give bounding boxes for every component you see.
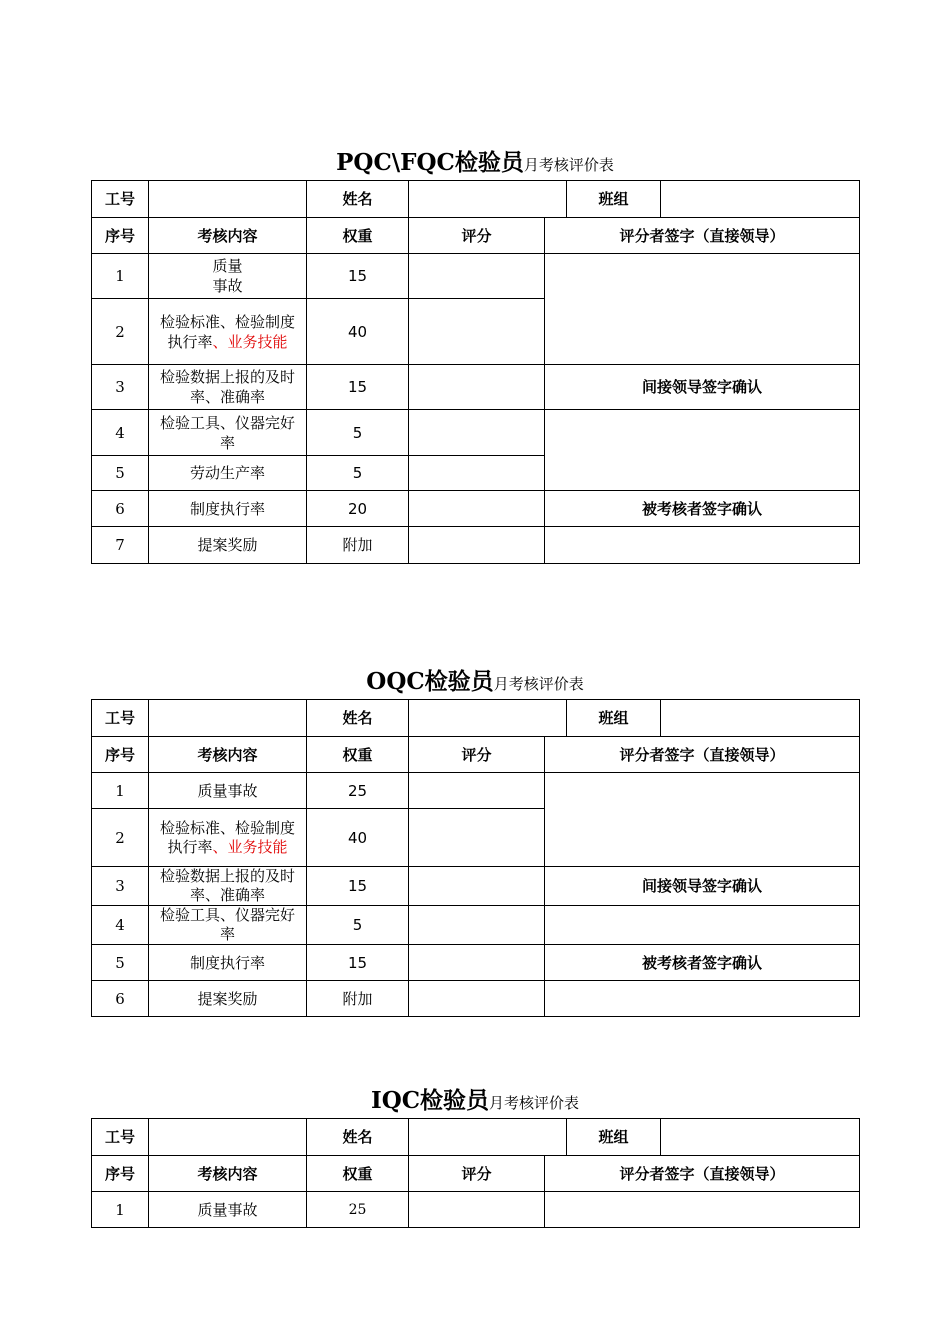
row-weight: 5	[307, 906, 409, 945]
row-content: 质量事故	[149, 773, 307, 809]
col-weight-header: 权重	[307, 1156, 409, 1192]
row-score-field[interactable]	[409, 527, 545, 564]
row-content-text: 检验标准、检验制度执行率	[159, 312, 295, 351]
row-score-field[interactable]	[409, 410, 545, 456]
row-seq: 6	[92, 981, 149, 1017]
row-score-field[interactable]	[409, 981, 545, 1017]
row-seq: 5	[92, 945, 149, 981]
direct-leader-signature-area[interactable]	[545, 254, 860, 365]
row-content-text: 检验工具、仪器完好率	[159, 413, 295, 452]
name-field[interactable]	[409, 181, 567, 218]
team-label: 班组	[567, 700, 661, 737]
col-weight-header: 权重	[307, 737, 409, 773]
row-weight: 40	[307, 809, 409, 867]
col-content-header: 考核内容	[149, 1156, 307, 1192]
form-title-iqc	[0, 1082, 950, 1115]
form-title-main: IQC检验员	[370, 1087, 490, 1114]
row-seq: 1	[92, 773, 149, 809]
team-label: 班组	[567, 181, 661, 218]
form-title-main: OQC检验员	[366, 668, 494, 695]
row-weight: 15	[307, 867, 409, 906]
assessee-confirm-label: 被考核者签字确认	[545, 491, 860, 527]
row-seq: 3	[92, 365, 149, 410]
row-content-text: 检验标准、检验制度执行率	[159, 818, 295, 856]
indirect-leader-confirm-label: 间接领导签字确认	[545, 365, 860, 410]
employee-id-label: 工号	[92, 700, 149, 737]
team-field[interactable]	[661, 700, 860, 737]
row-content: 质量事故	[149, 1192, 307, 1228]
col-score-header: 评分	[409, 737, 545, 773]
employee-id-label: 工号	[92, 181, 149, 218]
row-content-highlight: 、业务技能	[212, 837, 288, 856]
row-score-field[interactable]	[409, 299, 545, 365]
row-score-field[interactable]	[409, 906, 545, 945]
row-seq: 3	[92, 867, 149, 906]
evaluation-table-pqc-fqc	[91, 180, 860, 564]
row-seq: 6	[92, 491, 149, 527]
row-content: 提案奖励	[149, 527, 307, 564]
team-field[interactable]	[661, 1119, 860, 1156]
row-content: 制度执行率	[149, 945, 307, 981]
row-seq: 1	[92, 254, 149, 299]
row-content: 制度执行率	[149, 491, 307, 527]
assessee-signature-area[interactable]	[545, 981, 860, 1017]
row-weight: 40	[307, 299, 409, 365]
direct-leader-signature-area[interactable]	[545, 773, 860, 867]
row-weight: 附加	[307, 527, 409, 564]
row-content	[149, 299, 307, 365]
row-content-text: 检验数据上报的及时率、准确率	[159, 867, 295, 904]
col-seq-header: 序号	[92, 737, 149, 773]
team-field[interactable]	[661, 181, 860, 218]
row-content-text: 检验工具、仪器完好率	[159, 906, 295, 943]
evaluation-table-iqc	[91, 1118, 860, 1228]
row-weight: 25	[307, 773, 409, 809]
row-seq: 2	[92, 299, 149, 365]
row-score-field[interactable]	[409, 254, 545, 299]
name-label: 姓名	[307, 1119, 409, 1156]
name-field[interactable]	[409, 700, 567, 737]
col-content-header: 考核内容	[149, 218, 307, 254]
name-label: 姓名	[307, 181, 409, 218]
indirect-leader-confirm-label: 间接领导签字确认	[545, 867, 860, 906]
row-score-field[interactable]	[409, 1192, 545, 1228]
row-score-field[interactable]	[409, 491, 545, 527]
employee-id-field[interactable]	[149, 700, 307, 737]
col-content-header: 考核内容	[149, 737, 307, 773]
row-weight: 5	[307, 456, 409, 491]
row-seq: 1	[92, 1192, 149, 1228]
col-signer-header: 评分者签字（直接领导）	[545, 1156, 860, 1192]
row-content: 提案奖励	[149, 981, 307, 1017]
form-title-sub: 月考核评价表	[523, 156, 614, 174]
row-score-field[interactable]	[409, 809, 545, 867]
col-weight-header: 权重	[307, 218, 409, 254]
row-score-field[interactable]	[409, 945, 545, 981]
assessee-signature-area[interactable]	[545, 527, 860, 564]
row-content	[149, 254, 307, 299]
row-content	[149, 809, 307, 867]
row-weight: 20	[307, 491, 409, 527]
form-title-pqc-fqc	[0, 144, 950, 177]
row-score-field[interactable]	[409, 867, 545, 906]
row-content	[149, 410, 307, 456]
row-content	[149, 365, 307, 410]
col-signer-header: 评分者签字（直接领导）	[545, 737, 860, 773]
row-content: 劳动生产率	[149, 456, 307, 491]
row-weight: 5	[307, 410, 409, 456]
row-score-field[interactable]	[409, 365, 545, 410]
row-seq: 5	[92, 456, 149, 491]
row-content-line: 质量	[212, 257, 243, 275]
indirect-leader-signature-area[interactable]	[545, 906, 860, 945]
row-seq: 4	[92, 410, 149, 456]
row-weight: 15	[307, 365, 409, 410]
col-signer-header: 评分者签字（直接领导）	[545, 218, 860, 254]
evaluation-table-oqc	[91, 699, 860, 1017]
employee-id-field[interactable]	[149, 1119, 307, 1156]
employee-id-field[interactable]	[149, 181, 307, 218]
row-content-highlight: 、业务技能	[212, 332, 288, 351]
row-content-line: 事故	[212, 277, 243, 295]
row-weight: 附加	[307, 981, 409, 1017]
row-seq: 7	[92, 527, 149, 564]
col-seq-header: 序号	[92, 1156, 149, 1192]
row-weight: 15	[307, 254, 409, 299]
row-content-text: 检验数据上报的及时率、准确率	[159, 368, 295, 406]
row-content	[149, 867, 307, 906]
col-score-header: 评分	[409, 218, 545, 254]
name-label: 姓名	[307, 700, 409, 737]
assessee-confirm-label: 被考核者签字确认	[545, 945, 860, 981]
row-content	[149, 906, 307, 945]
col-seq-header: 序号	[92, 218, 149, 254]
team-label: 班组	[567, 1119, 661, 1156]
form-title-sub: 月考核评价表	[493, 675, 584, 693]
form-title-main: PQC\FQC检验员	[336, 149, 524, 176]
form-title-sub: 月考核评价表	[489, 1094, 580, 1112]
employee-id-label: 工号	[92, 1119, 149, 1156]
name-field[interactable]	[409, 1119, 567, 1156]
row-weight: 25	[307, 1192, 409, 1228]
row-score-field[interactable]	[409, 773, 545, 809]
row-score-field[interactable]	[409, 456, 545, 491]
indirect-leader-signature-area[interactable]	[545, 410, 860, 491]
form-title-oqc	[0, 663, 950, 696]
row-seq: 2	[92, 809, 149, 867]
row-weight: 15	[307, 945, 409, 981]
direct-leader-signature-area[interactable]	[545, 1192, 860, 1228]
row-seq: 4	[92, 906, 149, 945]
col-score-header: 评分	[409, 1156, 545, 1192]
